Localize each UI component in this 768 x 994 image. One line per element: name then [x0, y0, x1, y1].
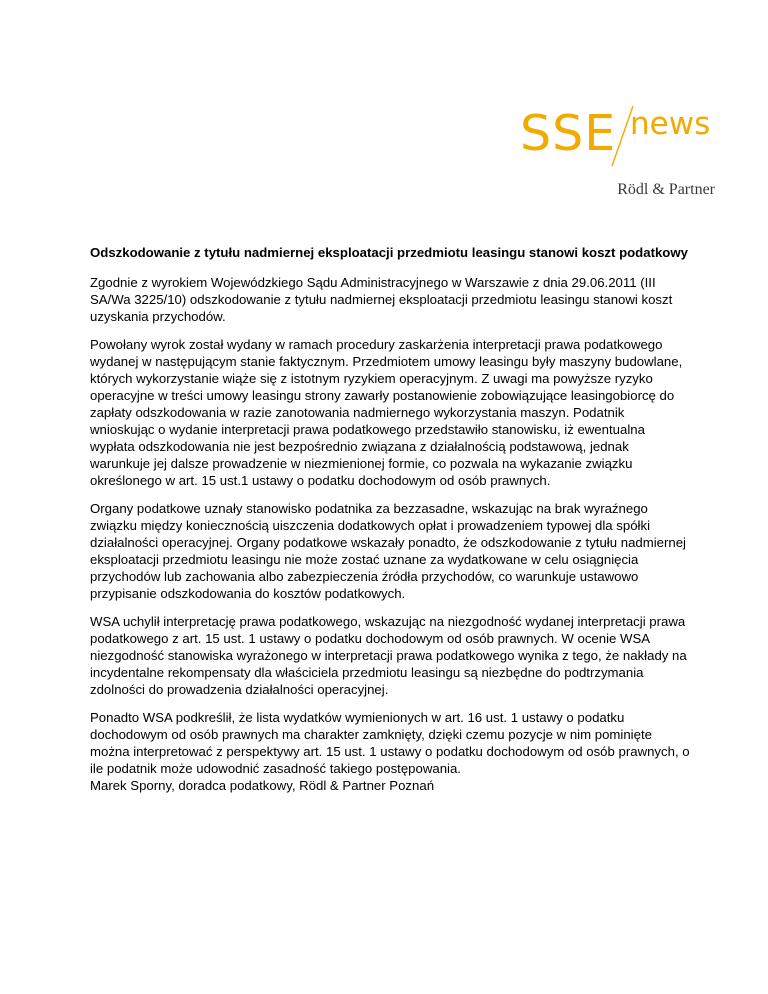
paragraph-1: Zgodnie z wyrokiem Wojewódzkiego Sądu Administracyjnego w Warszawie z dnia 29.06.2011 (III SA/Wa 3225/10) odszkodowanie z tytułu nadmiernej eksploatacji przedmiotu leasingu stanowi koszt uzyskania przychodów.: [90, 275, 673, 324]
article-headline: Odszkodowanie z tytułu nadmiernej eksploatacji przedmiotu leasingu stanowi koszt podatkowy: [90, 245, 688, 260]
paragraph-5: Ponadto WSA podkreślił, że lista wydatków wymienionych w art. 16 ust. 1 ustawy o podatku dochodowym od osób prawnych ma charakter zamknięty, dzięki czemu pozycje w nim pominięte można interpretować z perspektywy art. 15 ust. 1 ustawy o podatku dochodowym od osób prawnych, o ile podatnik może udowodnić zasadność takiego postępowania.: [90, 710, 690, 776]
article-body: [90, 244, 690, 788]
paragraph-2: Powołany wyrok został wydany w ramach procedury zaskarżenia interpretacji prawa podatkowego wydanej w następującym stanie faktycznym. Przedmiotem umowy leasingu były maszyny budowlane, których wykorzystanie wiąże się z istotnym ryzykiem operacyjnym. Z uwagi ma powyższe ryzyko operacyjne w treści umowy leasingu strony zawarły postanowienie zobowiązujące leasingobiorcę do zapłaty odszkodowania w razie zanotowania nadmiernego wykorzystania maszyn. Podatnik wnioskując o wydanie interpretacji prawa podatkowego przedstawiło stanowisku, iż ewentualna wypłata odszkodowania nie jest bezpośrednio związana z działalnością podstawową, jednak warunkuje jej dalsze prowadzenie w niezmienionej formie, co pozwala na wykazanie związku określonego w art. 15 ust.1 ustawy o podatku dochodowym od osób prawnych.: [90, 337, 683, 488]
sse-news-logo: [520, 104, 720, 200]
logo-company-text: Rödl & Partner: [617, 181, 715, 198]
logo-news-text: news: [630, 106, 711, 142]
paragraph-4: WSA uchylił interpretację prawa podatkowego, wskazując na niezgodność wydanej interpretacji prawa podatkowego z art. 15 ust. 1 ustawy o podatku dochodowym od osób prawnych. W ocenie WSA niezgodność stanowiska wyrażonego w interpretacji prawa podatkowego wynika z tego, że nakłady na incydentalne rekompensaty dla właściciela przedmiotu leasingu są niezbędne do podtrzymania zdolności do prowadzenia działalności operacyjnej.: [90, 614, 687, 697]
paragraph-3: Organy podatkowe uznały stanowisko podatnika za bezzasadne, wskazując na brak wyraźnego związku między koniecznością uiszczenia dodatkowych opłat i prowadzeniem typowej dla spółki działalności operacyjnej. Organy podatkowe wskazały ponadto, że odszkodowanie z tytułu nadmiernej eksploatacji przedmiotu leasingu nie może zostać uznane za wydatkowane w celu osiągnięcia przychodów lub zachowania albo zabezpieczenia źródła przychodów, co warunkuje ustawowo przypisanie odszkodowania do kosztów podatkowych.: [90, 501, 686, 601]
logo-sse-text: SSE: [520, 105, 617, 162]
article-author: Marek Sporny, doradca podatkowy, Rödl & Partner Poznań: [90, 778, 435, 793]
